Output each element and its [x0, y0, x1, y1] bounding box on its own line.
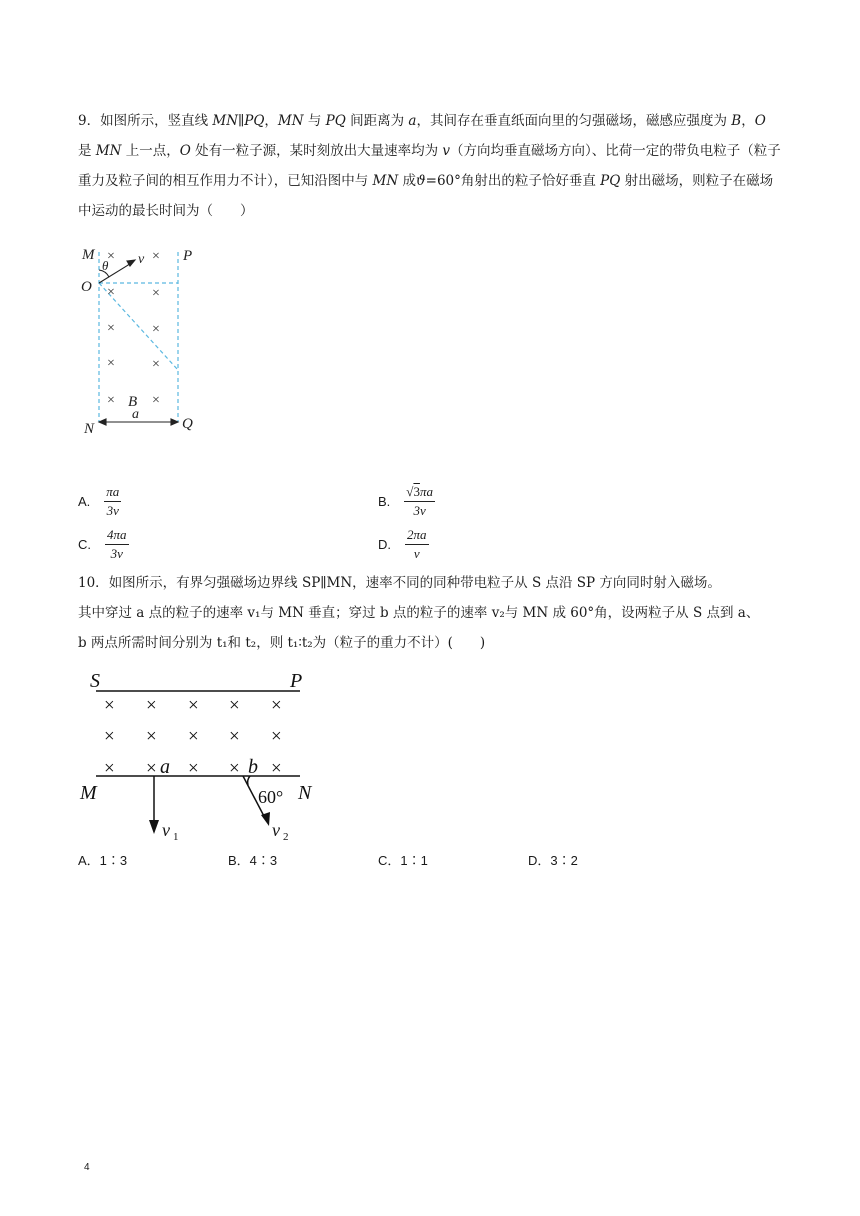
q10-cross: ×	[146, 695, 157, 716]
q10-line-2: 其中穿过 a 点的粒子的速率 v₁与 MN 垂直；穿过 b 点的粒子的速率 v₂与 MN 成 60°角，设两粒子从 S 点到 a、	[78, 605, 760, 621]
q9-option-d[interactable]	[378, 527, 429, 562]
q9-figure	[78, 240, 218, 440]
q9-text-run: ，	[264, 113, 278, 129]
q10-label-b: b	[248, 756, 258, 778]
q10-cross: ×	[146, 758, 157, 779]
q9-label-m: M	[82, 247, 95, 263]
q9-text-run: PQ	[325, 113, 346, 129]
q9-text-run: 如图所示，竖直线	[100, 113, 213, 129]
q10-cross: ×	[271, 758, 282, 779]
q10-label-n: N	[298, 782, 312, 804]
q10-cross: ×	[146, 726, 157, 747]
q10-label-a: a	[160, 756, 170, 778]
fraction: $\frac{\pi a}{3v}$	[106, 484, 120, 518]
q9-label-p: P	[183, 248, 193, 264]
q10-text	[78, 568, 782, 658]
q10-option-a[interactable]: A．1∶3	[78, 853, 128, 868]
q9-text-run: 是	[78, 143, 96, 159]
q10-cross: ×	[104, 695, 115, 716]
q9-text-run: 射出磁场，则粒子在磁场中运动的最长时间为（ ）	[78, 173, 774, 219]
q9-text-run: O	[754, 113, 766, 129]
q9-label-v: v	[138, 252, 145, 267]
q10-cross: ×	[188, 695, 199, 716]
q9-cross: ×	[107, 321, 115, 336]
q10-cross: ×	[229, 695, 240, 716]
q9-cross: ×	[107, 249, 115, 264]
q9-text-run: 处有一粒子源，某时刻放出大量速率均为	[190, 143, 443, 159]
q9-cross: ×	[107, 393, 115, 408]
q9-text-run: v	[442, 143, 451, 159]
q10-angle-label: 60°	[258, 787, 284, 807]
q9-label-a: a	[132, 407, 139, 422]
option-label: A.	[78, 494, 91, 509]
q9-text-run: 上一点，	[121, 143, 180, 159]
q9-label-n: N	[84, 421, 95, 437]
q10-cross: ×	[271, 726, 282, 747]
q9-text-run: MN	[95, 143, 122, 159]
fraction: $\frac{4\pi a}{3v}$	[107, 527, 127, 561]
option-label: D.	[378, 537, 391, 552]
q9-cross: ×	[152, 322, 160, 337]
q10-option-c[interactable]: C．1∶1	[378, 853, 428, 868]
q9-option-a[interactable]	[78, 484, 121, 519]
q9-cross: ×	[152, 249, 160, 264]
q10-line-1: 10．如图所示，有界匀强磁场边界线 SP∥MN，速率不同的同种带电粒子从 S 点沿 SP 方向同时射入磁场。	[78, 575, 721, 591]
q9-label-q: Q	[182, 416, 193, 432]
q9-text-run: a	[408, 113, 417, 129]
q10-cross: ×	[188, 758, 199, 779]
q9-text-run: =60°角射出的粒子恰好垂直	[425, 173, 601, 189]
q10-option-d[interactable]: D．3∶2	[528, 853, 578, 868]
q9-text-run: 间距离为	[345, 113, 409, 129]
q9-text-run: ，	[741, 113, 755, 129]
q10-label-s: S	[90, 670, 100, 692]
fraction: $\frac{√3\pi a}{3v}$	[406, 484, 433, 518]
q10-label-v1-sub: 1	[173, 831, 179, 843]
q9-text-run: ，其间存在垂直纸面向里的匀强磁场，磁感应强度为	[416, 113, 732, 129]
q9-text-run: MN	[372, 173, 399, 189]
q9-number: 9．	[78, 113, 101, 129]
q9-cross: ×	[152, 286, 160, 301]
q10-cross: ×	[229, 758, 240, 779]
q9-text-run: ϑ	[415, 173, 426, 189]
fraction: $\frac{2\pi a}{v}$	[407, 527, 427, 561]
q10-line-3: b 两点所需时间分别为 t₁和 t₂，则 t₁∶t₂为（粒子的重力不计）( )	[78, 635, 486, 651]
q9-label-theta: θ	[102, 258, 109, 273]
q9-text-run: PQ	[600, 173, 621, 189]
q10-cross: ×	[271, 695, 282, 716]
q10-cross: ×	[104, 758, 115, 779]
q10-label-v2: v	[272, 820, 280, 840]
q10-number: 10．	[78, 575, 109, 591]
q9-label-b: B	[128, 394, 138, 410]
q9-cross: ×	[152, 393, 160, 408]
q9-label-o: O	[81, 279, 92, 295]
q9-text-run: （方向均垂直磁场方向）、比荷一定的带负电粒子（粒子重力及粒子间的相互作用力不计），已知沿图中与	[78, 143, 781, 189]
q9-cross: ×	[107, 285, 115, 300]
option-label: B.	[378, 494, 391, 509]
q10-cross: ×	[104, 726, 115, 747]
q9-body	[78, 113, 781, 219]
q9-cross: ×	[107, 356, 115, 371]
q10-label-m: M	[80, 782, 97, 804]
q9-option-c[interactable]	[78, 527, 129, 562]
q9-cross: ×	[152, 357, 160, 372]
q9-text-run: B	[731, 113, 742, 129]
q9-text	[78, 106, 782, 226]
q9-option-b[interactable]	[378, 484, 435, 519]
q10-cross: ×	[229, 726, 240, 747]
q9-text-run: MN∥PQ	[212, 113, 265, 129]
q10-figure	[78, 668, 338, 848]
q9-text-run: MN	[277, 113, 304, 129]
q9-text-run: 与	[303, 113, 326, 129]
q10-option-b[interactable]: B．4∶3	[228, 853, 278, 868]
q9-text-run: 成	[398, 173, 416, 189]
q9-text-run: O	[179, 143, 191, 159]
q10-cross: ×	[188, 726, 199, 747]
page-number: 4	[84, 1162, 90, 1173]
q10-label-v1: v	[162, 820, 170, 840]
q10-label-v2-sub: 2	[283, 831, 289, 843]
option-label: C.	[78, 537, 91, 552]
q10-label-p: P	[290, 670, 303, 692]
